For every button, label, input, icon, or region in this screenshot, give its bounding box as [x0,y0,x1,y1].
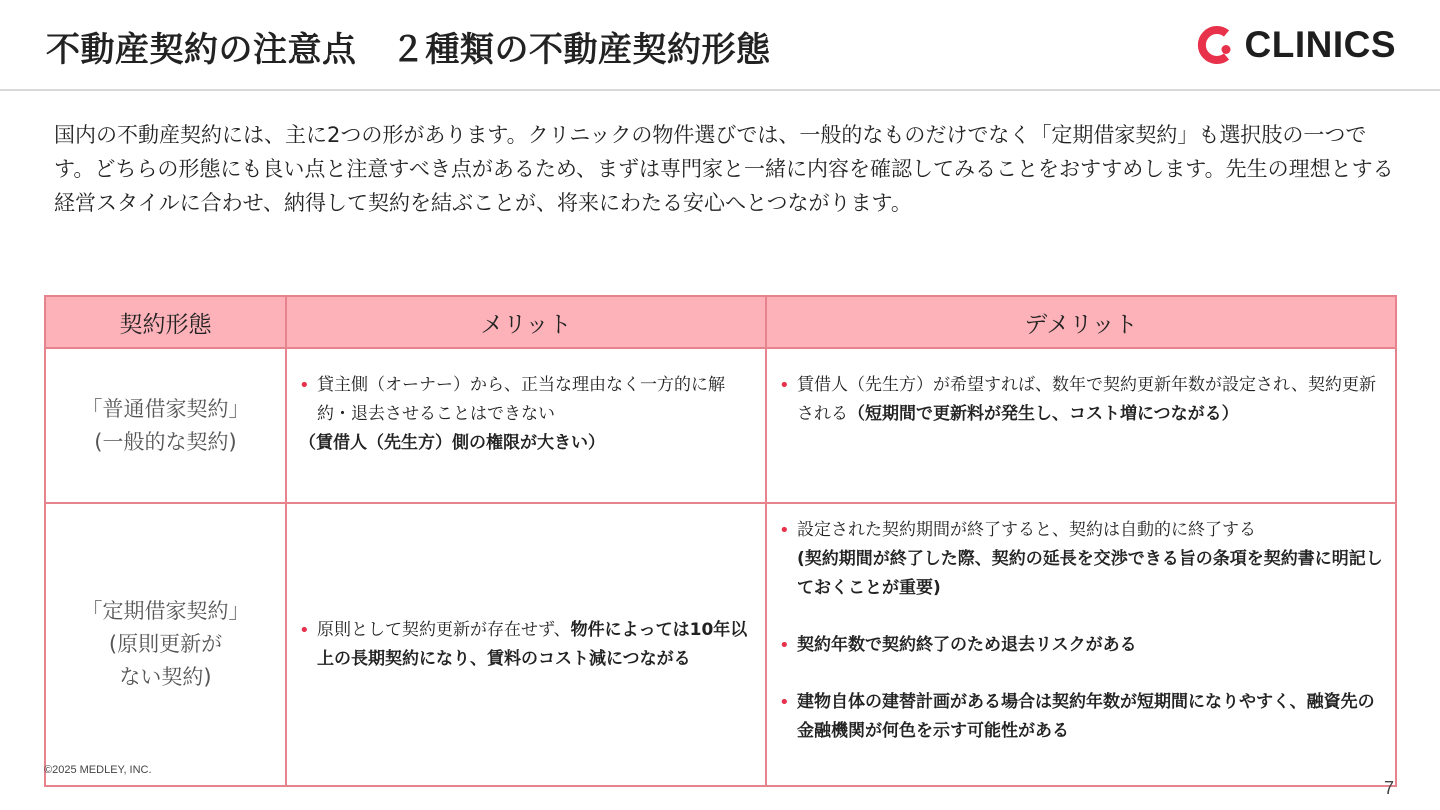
clinics-logo [1197,24,1397,66]
copyright: ©2025 MEDLEY, INC. [44,764,152,776]
contract-type-name: 「定期借家契約」 [81,599,250,623]
logo-text: CLINICS [1244,24,1396,65]
demerit-emphasis: 契約年数で契約終了のため退去リスクがある [797,635,1137,655]
merit-cell [286,348,766,503]
contract-comparison-table [44,295,1397,787]
table-row [45,503,1396,786]
contract-type-cell [45,503,286,786]
merit-bullet [299,371,755,429]
merit-emphasis: （賃借人（先生方）側の権限が大きい） [299,433,605,453]
demerit-emphasis: 建物自体の建替計画がある場合は契約年数が短期間になりやすく、融資先の金融機関が何色を示す可能性がある [797,692,1375,741]
bullet-dot-icon: • [779,635,790,656]
bullet-dot-icon: • [779,375,790,396]
merit-text: 貸主側（オーナー）から、正当な理由なく一方的に解約・退去させることはできない [317,375,725,424]
merit-text: 原則として契約更新が存在せず、 [317,619,571,640]
page-title: 不動産契約の注意点 ２種類の不動産契約形態 [46,30,771,70]
merit-emphasis: 物件によっては10年以上の長期契約になり、賃料のコスト減につながる [317,619,748,669]
clinics-logo-icon [1197,25,1237,65]
table-header-row [45,296,1396,348]
merit-cell [286,503,766,786]
bullet-dot-icon: • [299,619,310,641]
contract-type-name: 「普通借家契約」 [81,396,250,421]
demerit-cell [766,503,1396,786]
header-demerit: デメリット [766,296,1396,348]
contract-type-note: (原則更新が [108,632,223,656]
bullet-dot-icon: • [779,692,790,713]
demerit-emphasis: （短期間で更新料が発生し、コスト増につながる） [848,404,1239,424]
demerit-cell [766,348,1396,503]
contract-type-note: (一般的な契約) [94,429,237,454]
demerit-bullet [779,631,1385,660]
header-divider [0,89,1440,91]
bullet-dot-icon: • [779,520,790,541]
contract-type-note: ない契約) [119,665,212,689]
table-row [45,348,1396,503]
bullet-dot-icon: • [299,375,310,396]
demerit-emphasis: (契約期間が終了した際、契約の延長を交渉できる旨の条項を契約書に明記しておくことが重要) [797,549,1383,598]
demerit-text: 設定された契約期間が終了すると、契約は自動的に終了する [797,520,1256,540]
page-number: 7 [1383,778,1394,798]
merit-bullet [299,616,755,674]
intro-paragraph: 国内の不動産契約には、主に2つの形があります。クリニックの物件選びでは、一般的なものだけでなく「定期借家契約」も選択肢の一つです。どちらの形態にも良い点と注意すべき点があるため、まずは専門家と一緒に内容を確認してみることをおすすめします。先生の理想とする経営スタイルに合わせ、納得して契約を結ぶことが、将来にわたる安心へとつながります。 [54,123,1394,215]
demerit-text: 賃借人（先生方）が希望すれば、数年で契約更新年数が設定され、契約更新される [797,375,1377,424]
demerit-bullet [779,688,1385,746]
header-merit: メリット [286,296,766,348]
header-contract-type: 契約形態 [45,296,286,348]
demerit-bullet [779,516,1385,603]
demerit-bullet [779,371,1385,429]
contract-type-cell [45,348,286,503]
